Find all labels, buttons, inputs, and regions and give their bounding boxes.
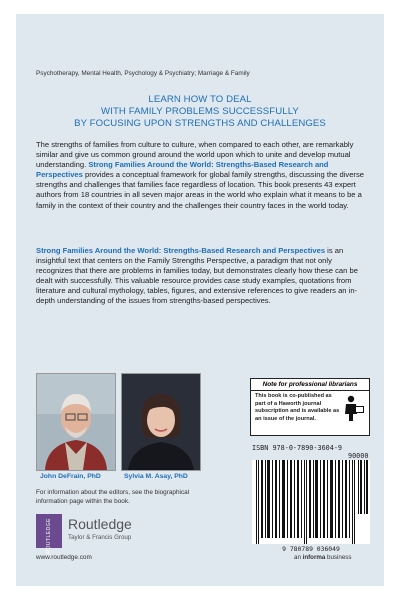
price-code: 90000 xyxy=(348,452,369,460)
business-prefix: an xyxy=(294,554,303,561)
paragraph-1-text-a: The strengths of families from culture to culture, when compared to each other, are remarkably similar and give us common ground around the world upon which to unite and develop mutual understanding. xyxy=(36,140,354,170)
headline xyxy=(16,94,384,130)
editor-photo-john-defrain xyxy=(36,373,116,471)
subject-categories: Psychotherapy, Mental Health, Psychology & Psychiatry; Marriage & Family xyxy=(36,70,250,77)
librarian-note-title: Note for professional librarians xyxy=(251,379,369,391)
editor-name-2: Sylvia M. Asay, PhD xyxy=(124,473,188,480)
informa-business-tag xyxy=(294,554,351,561)
back-cover xyxy=(16,14,384,586)
librarian-note-text: This book is co-published as part of a Haworth journal subscription and is available as an issue of the journal. xyxy=(255,393,340,422)
publisher-group: Taylor & Francis Group xyxy=(68,534,132,541)
reader-silhouette-icon xyxy=(343,394,365,422)
publisher-name: Routledge xyxy=(68,516,132,532)
editors-info-note: For information about the editors, see the biographical information page within the book. xyxy=(36,489,190,505)
publisher-logo xyxy=(36,514,186,554)
isbn-label: ISBN 978-0-7890-3604-9 xyxy=(252,444,343,452)
book-title-emphasis-2: Strong Families Around the World: Strengths-Based Research and Perspectives xyxy=(36,246,326,255)
headline-line-1: LEARN HOW TO DEAL xyxy=(148,94,252,105)
description-paragraph-2 xyxy=(36,246,366,307)
publisher-url: www.routledge.com xyxy=(36,554,92,561)
paragraph-2-text: is an insightful text that centers on the Family Strengths Perspective, a paradigm that not only recognizes that there are problems in families today, but demonstrates clearly how these can be dealt with successfully. This valuable resource provides case study examples, quotations from literature and cultural mythology, tables, figures, and extensive references to give readers an in-depth understanding of the issues from strengths-based perspectives. xyxy=(36,246,358,306)
headline-line-2: WITH FAMILY PROBLEMS SUCCESSFULLY xyxy=(101,106,299,117)
routledge-mark-text: ROUTLEDGE xyxy=(46,518,52,554)
headline-line-3: BY FOCUSING UPON STRENGTHS AND CHALLENGES xyxy=(74,118,326,129)
librarian-note-box xyxy=(250,378,370,436)
business-suffix: business xyxy=(325,554,352,561)
paragraph-1-text-b: provides a conceptual framework for global family strengths, discussing the diverse strengths and challenges that families face regardless of location. This book presents 43 expert authors from 18 countries in all seven major areas in the world who explain what it means to be a family in the context of their country and the challenges their country faces in the world today. xyxy=(36,170,364,210)
routledge-mark-icon xyxy=(36,514,62,554)
isbn-barcode-block xyxy=(252,444,370,554)
editor-photo-sylvia-asay xyxy=(121,373,201,471)
isbn-number: 9 780789 036049 xyxy=(282,545,340,553)
barcode-icon xyxy=(252,460,370,544)
editor-name-1: John DeFrain, PhD xyxy=(40,473,101,480)
business-brand: informa xyxy=(302,554,326,561)
description-paragraph-1 xyxy=(36,140,366,211)
book-title-emphasis-1: Strong Families Around the World: Strengths-Based Research and Perspectives xyxy=(36,160,329,180)
